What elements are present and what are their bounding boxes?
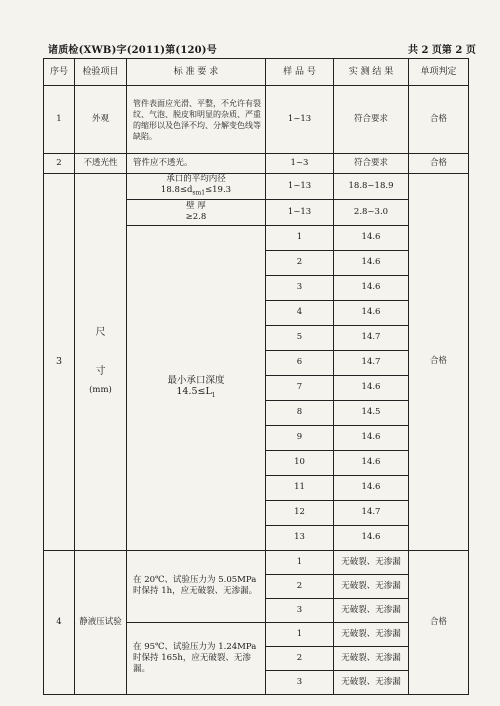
row3-item-line1: 尺 bbox=[95, 327, 106, 339]
depth-result: 14.6 bbox=[334, 450, 409, 475]
hydro-result: 无破裂、无渗漏 bbox=[334, 550, 409, 574]
hydro-result: 无破裂、无渗漏 bbox=[334, 646, 409, 670]
depth-sample: 3 bbox=[266, 275, 334, 300]
hydro-sample: 3 bbox=[266, 670, 334, 694]
col-header-seq: 序号 bbox=[44, 59, 75, 86]
table-row bbox=[44, 154, 469, 174]
row1-verdict: 合格 bbox=[409, 86, 469, 154]
row3-standard-socket-depth bbox=[127, 225, 266, 550]
hydro-result: 无破裂、无渗漏 bbox=[334, 670, 409, 694]
depth-sample: 9 bbox=[266, 425, 334, 450]
hydro-sample: 2 bbox=[266, 646, 334, 670]
table-row bbox=[44, 86, 469, 154]
row3-verdict: 合格 bbox=[409, 174, 469, 551]
depth-result: 14.6 bbox=[334, 475, 409, 500]
row2-seq: 2 bbox=[44, 154, 75, 174]
depth-sample: 8 bbox=[266, 400, 334, 425]
row1-sample: 1~13 bbox=[266, 86, 334, 154]
depth-sample: 10 bbox=[266, 450, 334, 475]
depth-result: 14.6 bbox=[334, 300, 409, 325]
row2-sample: 1~3 bbox=[266, 154, 334, 174]
row1-result: 符合要求 bbox=[334, 86, 409, 154]
page-number: 共 2 页第 2 页 bbox=[408, 45, 476, 56]
row3-item-line2: 寸 bbox=[95, 366, 106, 378]
row4-item: 静液压试验 bbox=[75, 550, 127, 694]
depth-result: 14.6 bbox=[334, 225, 409, 250]
hydro-result: 无破裂、无渗漏 bbox=[334, 598, 409, 622]
depth-result: 14.6 bbox=[334, 275, 409, 300]
socket-depth-range: $14.5\le L_1$ bbox=[176, 385, 216, 399]
row3-standard-wall-thickness bbox=[127, 199, 266, 225]
row4-verdict: 合格 bbox=[409, 550, 469, 694]
depth-result: 14.6 bbox=[334, 375, 409, 400]
inspection-table bbox=[43, 58, 469, 695]
row2-result: 符合要求 bbox=[334, 154, 409, 174]
row1-standard: 管件表面应光滑、平整，不允许有裂纹、气泡、脱皮和明显的杂质、严重的缩形以及色泽不均、分解变色线等缺陷。 bbox=[127, 86, 266, 154]
row3-item-line3: (mm) bbox=[89, 385, 112, 396]
wall-thickness-range: ≥2.8 bbox=[185, 212, 207, 223]
row3-sample-2: 1~13 bbox=[266, 199, 334, 225]
depth-sample: 4 bbox=[266, 300, 334, 325]
table-header-row bbox=[44, 59, 469, 86]
inner-diameter-range: $18.8\le d_{sm1}\le 19.3$ bbox=[160, 185, 232, 197]
depth-sample: 6 bbox=[266, 350, 334, 375]
row4-condition-20c: 在 20℃、试验压力为 5.05MPa 时保持 1h，应无破裂、无渗漏。 bbox=[127, 550, 266, 622]
col-header-standard: 标 准 要 求 bbox=[127, 59, 266, 86]
hydro-sample: 1 bbox=[266, 550, 334, 574]
report-number: 诸质检(XWB)字(2011)第(120)号 bbox=[48, 45, 217, 56]
hydro-sample: 1 bbox=[266, 622, 334, 646]
row4-condition-95c: 在 95℃、试验压力为 1.24MPa 时保持 165h，应无破裂、无渗漏。 bbox=[127, 622, 266, 694]
depth-sample: 7 bbox=[266, 375, 334, 400]
table-row bbox=[44, 550, 469, 574]
col-header-item: 检验项目 bbox=[75, 59, 127, 86]
row3-standard-inner-diameter bbox=[127, 174, 266, 200]
depth-sample: 5 bbox=[266, 325, 334, 350]
table-row bbox=[44, 174, 469, 200]
depth-result: 14.5 bbox=[334, 400, 409, 425]
depth-result: 14.6 bbox=[334, 525, 409, 550]
depth-sample: 2 bbox=[266, 250, 334, 275]
row2-item: 不透光性 bbox=[75, 154, 127, 174]
hydro-sample: 3 bbox=[266, 598, 334, 622]
row4-seq: 4 bbox=[44, 550, 75, 694]
hydro-result: 无破裂、无渗漏 bbox=[334, 622, 409, 646]
col-header-verdict: 单项判定 bbox=[409, 59, 469, 86]
depth-sample: 1 bbox=[266, 225, 334, 250]
depth-sample: 13 bbox=[266, 525, 334, 550]
row2-verdict: 合格 bbox=[409, 154, 469, 174]
row1-item: 外观 bbox=[75, 86, 127, 154]
depth-result: 14.6 bbox=[334, 250, 409, 275]
row3-result-1: 18.8~18.9 bbox=[334, 174, 409, 200]
row3-result-2: 2.8~3.0 bbox=[334, 199, 409, 225]
depth-sample: 11 bbox=[266, 475, 334, 500]
row1-seq: 1 bbox=[44, 86, 75, 154]
depth-result: 14.7 bbox=[334, 325, 409, 350]
depth-result: 14.7 bbox=[334, 350, 409, 375]
page-header bbox=[0, 0, 500, 60]
depth-result: 14.7 bbox=[334, 500, 409, 525]
row3-seq: 3 bbox=[44, 174, 75, 551]
socket-depth-label: 最小承口深度 bbox=[167, 374, 225, 386]
row3-sample-1: 1~13 bbox=[266, 174, 334, 200]
row2-standard: 管件应不透光。 bbox=[127, 154, 266, 174]
row3-item bbox=[75, 174, 127, 551]
wall-thickness-label: 壁 厚 bbox=[186, 201, 206, 212]
col-header-sample: 样 品 号 bbox=[266, 59, 334, 86]
hydro-sample: 2 bbox=[266, 574, 334, 598]
col-header-result: 实 测 结 果 bbox=[334, 59, 409, 86]
hydro-result: 无破裂、无渗漏 bbox=[334, 574, 409, 598]
depth-result: 14.6 bbox=[334, 425, 409, 450]
depth-sample: 12 bbox=[266, 500, 334, 525]
inner-diameter-label: 承口的平均内径 bbox=[166, 174, 226, 184]
